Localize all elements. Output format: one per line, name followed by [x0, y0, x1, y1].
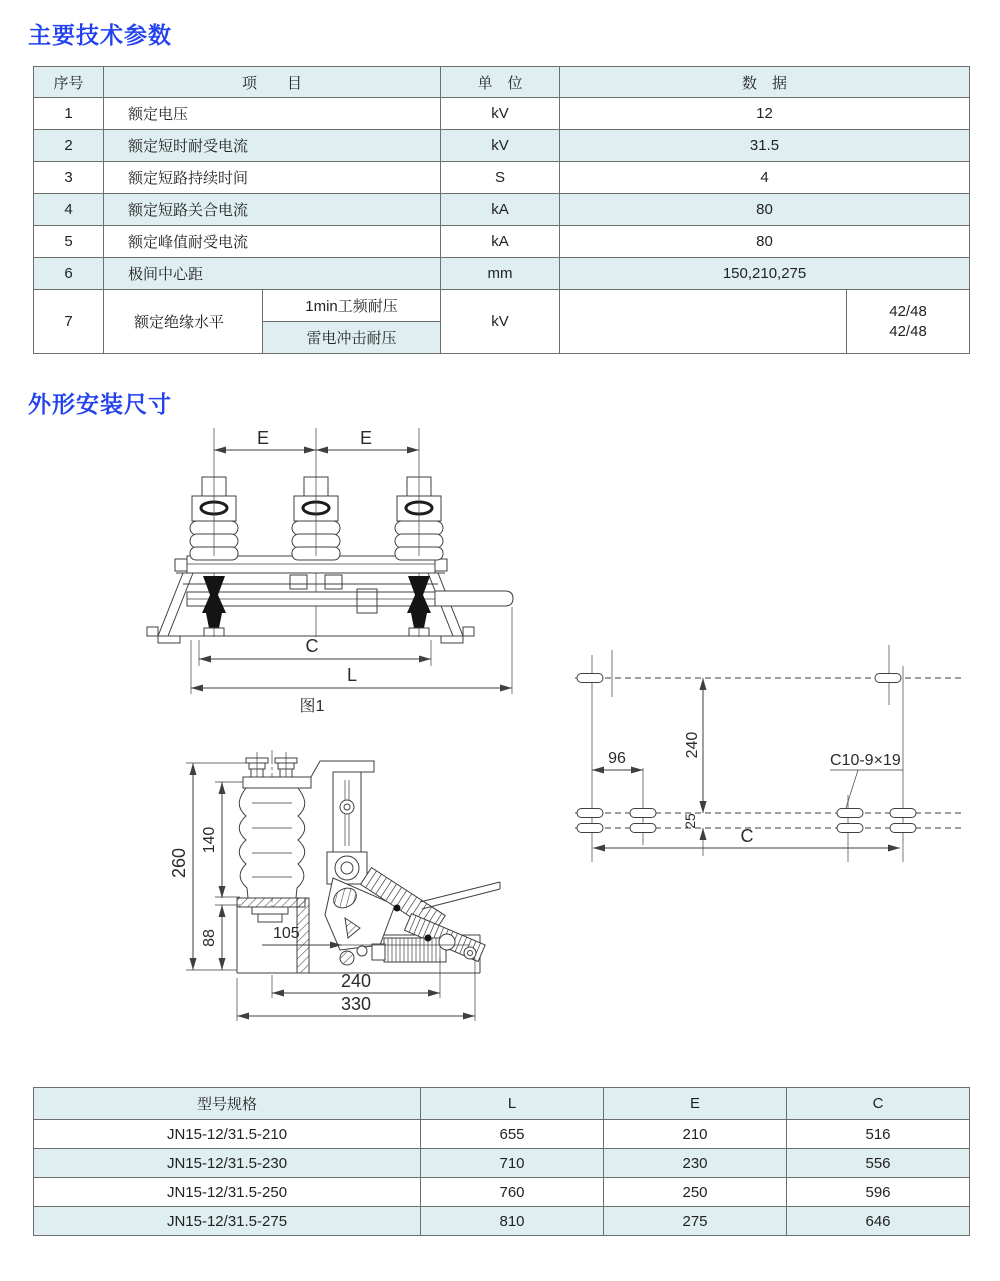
table-row [34, 194, 970, 226]
side-view-drawing [169, 750, 500, 1021]
row-item: 额定电压 [104, 98, 441, 130]
withstand-value-1: 42/48 [889, 302, 927, 320]
row-data: 80 [560, 226, 970, 258]
row-data-values [847, 290, 970, 354]
figure1-front-view-drawing [147, 428, 513, 715]
row-unit: kV [441, 98, 560, 130]
model-c: 646 [787, 1207, 970, 1236]
table-row [34, 98, 970, 130]
col-header-unit: 单 位 [441, 67, 560, 98]
row-data: 80 [560, 194, 970, 226]
col-header-c: C [787, 1088, 970, 1120]
dim-label-e2: E [359, 428, 373, 448]
row-no: 4 [34, 194, 104, 226]
section-title-dimensions: 外形安装尺寸 [28, 391, 172, 417]
model-c: 596 [787, 1178, 970, 1207]
row-data: 4 [560, 162, 970, 194]
model-name: JN15-12/31.5-250 [34, 1178, 421, 1207]
dim-label-c-fig1: C [305, 636, 319, 656]
models-table [33, 1087, 970, 1236]
col-header-model: 型号规格 [34, 1088, 421, 1120]
dim-label-e1: E [256, 428, 270, 448]
section-title-main-parameters: 主要技术参数 [28, 22, 172, 48]
hole-spec-label: C10-9×19 [830, 752, 901, 769]
row-unit: kV [441, 130, 560, 162]
model-name: JN15-12/31.5-275 [34, 1207, 421, 1236]
row-data-empty [560, 290, 847, 354]
row-unit: kV [441, 290, 560, 354]
row-no: 3 [34, 162, 104, 194]
models-table-header [34, 1088, 970, 1120]
row-item: 额定短时耐受电流 [104, 130, 441, 162]
table-row [34, 290, 970, 322]
model-c: 516 [787, 1120, 970, 1149]
row-unit: kA [441, 194, 560, 226]
dim-label-140: 140 [201, 826, 218, 854]
dim-label-88: 88 [201, 929, 218, 947]
row-no: 1 [34, 98, 104, 130]
model-e: 210 [604, 1120, 787, 1149]
row-item: 额定短路关合电流 [104, 194, 441, 226]
dim-label-260: 260 [169, 847, 189, 879]
dim-label-240-plan: 240 [684, 731, 701, 759]
dim-label-25: 25 [682, 813, 698, 829]
parameters-table [33, 66, 970, 354]
row-unit: S [441, 162, 560, 194]
table-row [34, 226, 970, 258]
col-header-item: 项 目 [104, 67, 441, 98]
model-l: 710 [421, 1149, 604, 1178]
dim-label-240-side: 240 [340, 971, 372, 991]
row-no: 5 [34, 226, 104, 258]
dim-label-l-fig1: L [346, 665, 358, 685]
model-e: 275 [604, 1207, 787, 1236]
dim-label-c-plan: C [740, 826, 754, 846]
col-header-data: 数 据 [560, 67, 970, 98]
table-row [34, 1149, 970, 1178]
dim-label-105: 105 [273, 925, 300, 942]
technical-drawings [0, 415, 1000, 1045]
row-data: 31.5 [560, 130, 970, 162]
model-e: 230 [604, 1149, 787, 1178]
dim-label-330: 330 [340, 994, 372, 1014]
table-row [34, 1178, 970, 1207]
row-unit: mm [441, 258, 560, 290]
row-no: 6 [34, 258, 104, 290]
row-item: 极间中心距 [104, 258, 441, 290]
model-l: 810 [421, 1207, 604, 1236]
row-no: 7 [34, 290, 104, 354]
withstand-value-2: 42/48 [889, 322, 927, 340]
table-row [34, 1207, 970, 1236]
col-header-e: E [604, 1088, 787, 1120]
model-l: 760 [421, 1178, 604, 1207]
model-name: JN15-12/31.5-230 [34, 1149, 421, 1178]
sub-row-lightning-impulse: 雷电冲击耐压 [263, 322, 441, 354]
dim-label-96: 96 [608, 750, 626, 767]
model-c: 556 [787, 1149, 970, 1178]
row-unit: kA [441, 226, 560, 258]
table-row [34, 130, 970, 162]
row-item: 额定峰值耐受电流 [104, 226, 441, 258]
row-no: 2 [34, 130, 104, 162]
col-header-l: L [421, 1088, 604, 1120]
parameters-table-header [34, 67, 970, 98]
model-l: 655 [421, 1120, 604, 1149]
col-header-no: 序号 [34, 67, 104, 98]
figure1-caption: 图1 [299, 698, 325, 715]
row-item: 额定绝缘水平 [104, 290, 263, 354]
table-row [34, 258, 970, 290]
sub-row-power-frequency: 1min工频耐压 [263, 290, 441, 322]
table-row [34, 1120, 970, 1149]
mounting-plan-drawing [575, 645, 965, 862]
row-item: 额定短路持续时间 [104, 162, 441, 194]
model-e: 250 [604, 1178, 787, 1207]
row-data: 12 [560, 98, 970, 130]
table-row [34, 162, 970, 194]
row-data: 150,210,275 [560, 258, 970, 290]
model-name: JN15-12/31.5-210 [34, 1120, 421, 1149]
